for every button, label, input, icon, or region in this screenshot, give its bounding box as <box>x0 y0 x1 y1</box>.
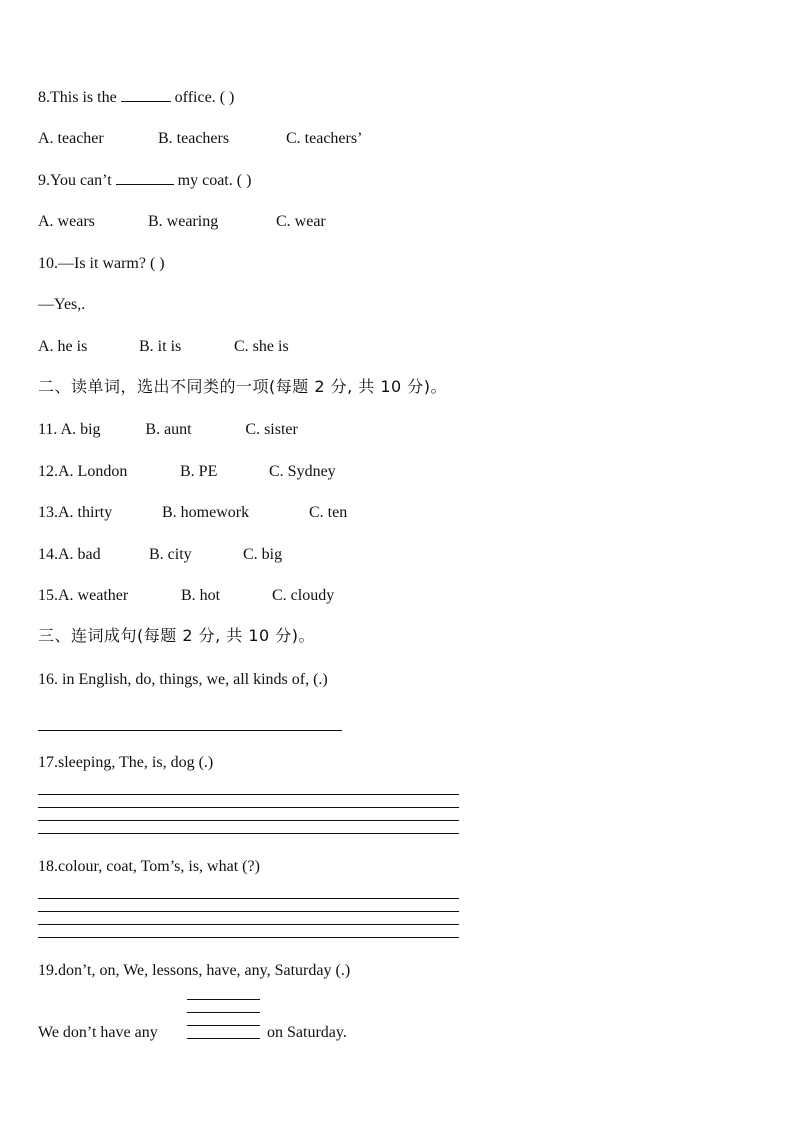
option-a[interactable]: .A. London <box>54 463 128 480</box>
question-14 <box>38 545 282 565</box>
question-13 <box>38 503 347 523</box>
question-number: 13 <box>38 504 54 521</box>
option-a[interactable]: A. teacher <box>38 130 104 147</box>
answer-line[interactable] <box>38 794 459 795</box>
question-19: 19.don’t, on, We, lessons, have, any, Saturday (.) <box>38 962 351 979</box>
section-3-title: 三、连词成句(每题 2 分, 共 10 分)。 <box>38 626 316 645</box>
question-9 <box>38 170 251 191</box>
question-17: 17.sleeping, The, is, dog (.) <box>38 754 214 771</box>
answer-line[interactable] <box>38 924 459 925</box>
question-9-stem-end: my coat. ( ) <box>173 172 252 189</box>
answer-line[interactable] <box>187 1012 260 1013</box>
option-b[interactable]: B. PE <box>180 463 218 480</box>
question-19-answer-start: We don’t have any <box>38 1024 158 1041</box>
option-a[interactable]: .A. bad <box>54 546 101 563</box>
option-b[interactable]: B. wearing <box>148 213 219 230</box>
option-c[interactable]: C. Sydney <box>269 463 336 480</box>
question-number: 14 <box>38 546 54 563</box>
option-b[interactable]: B. homework <box>162 504 250 521</box>
option-c[interactable]: C. cloudy <box>272 587 335 604</box>
question-15 <box>38 586 334 606</box>
option-b[interactable]: B. aunt <box>145 421 192 438</box>
option-b[interactable]: B. hot <box>181 587 221 604</box>
question-10-options <box>38 337 289 357</box>
answer-line[interactable] <box>38 911 459 912</box>
question-19-answer-end: on Saturday. <box>267 1024 347 1041</box>
section-2-title: 二、读单词，选出不同类的一项(每题 2 分, 共 10 分)。 <box>38 377 448 396</box>
answer-line[interactable] <box>38 807 459 808</box>
option-b[interactable]: B. city <box>149 546 192 563</box>
question-number: 12 <box>38 463 54 480</box>
option-c[interactable]: C. big <box>243 546 283 563</box>
question-8-stem-end: office. ( ) <box>170 89 235 106</box>
question-18: 18.colour, coat, Tom’s, is, what (?) <box>38 858 260 875</box>
question-9-stem-start: 9.You can’t <box>38 172 116 189</box>
question-number: 11 <box>38 421 54 438</box>
option-a[interactable]: . A. big <box>53 421 101 438</box>
option-c[interactable]: C. ten <box>309 504 348 521</box>
question-10: 10.—Is it warm? ( ) <box>38 255 165 272</box>
question-11 <box>38 420 298 440</box>
answer-line[interactable] <box>187 999 260 1000</box>
option-c[interactable]: C. teachers’ <box>286 130 363 147</box>
option-a[interactable]: A. he is <box>38 338 88 355</box>
question-12 <box>38 462 336 482</box>
answer-line[interactable] <box>38 820 459 821</box>
question-8-options <box>38 129 362 149</box>
question-8 <box>38 87 234 108</box>
answer-line[interactable] <box>38 730 342 731</box>
option-c[interactable]: C. she is <box>234 338 289 355</box>
question-8-blank[interactable] <box>121 87 171 102</box>
question-9-blank[interactable] <box>116 170 174 185</box>
answer-line[interactable] <box>38 833 459 834</box>
option-c[interactable]: C. wear <box>276 213 326 230</box>
answer-line[interactable] <box>187 1038 260 1039</box>
question-8-stem-start: 8.This is the <box>38 89 121 106</box>
question-10-reply: —Yes,. <box>38 296 86 313</box>
option-a[interactable]: .A. weather <box>54 587 129 604</box>
answer-line[interactable] <box>38 937 459 938</box>
option-b[interactable]: B. it is <box>139 338 182 355</box>
answer-line[interactable] <box>38 898 459 899</box>
question-16: 16. in English, do, things, we, all kinds of, (.) <box>38 671 328 688</box>
option-c[interactable]: C. sister <box>245 421 298 438</box>
question-9-options <box>38 212 326 232</box>
option-a[interactable]: A. wears <box>38 213 95 230</box>
answer-line[interactable] <box>187 1025 260 1026</box>
option-b[interactable]: B. teachers <box>158 130 230 147</box>
question-number: 15 <box>38 587 54 604</box>
option-a[interactable]: .A. thirty <box>54 504 113 521</box>
